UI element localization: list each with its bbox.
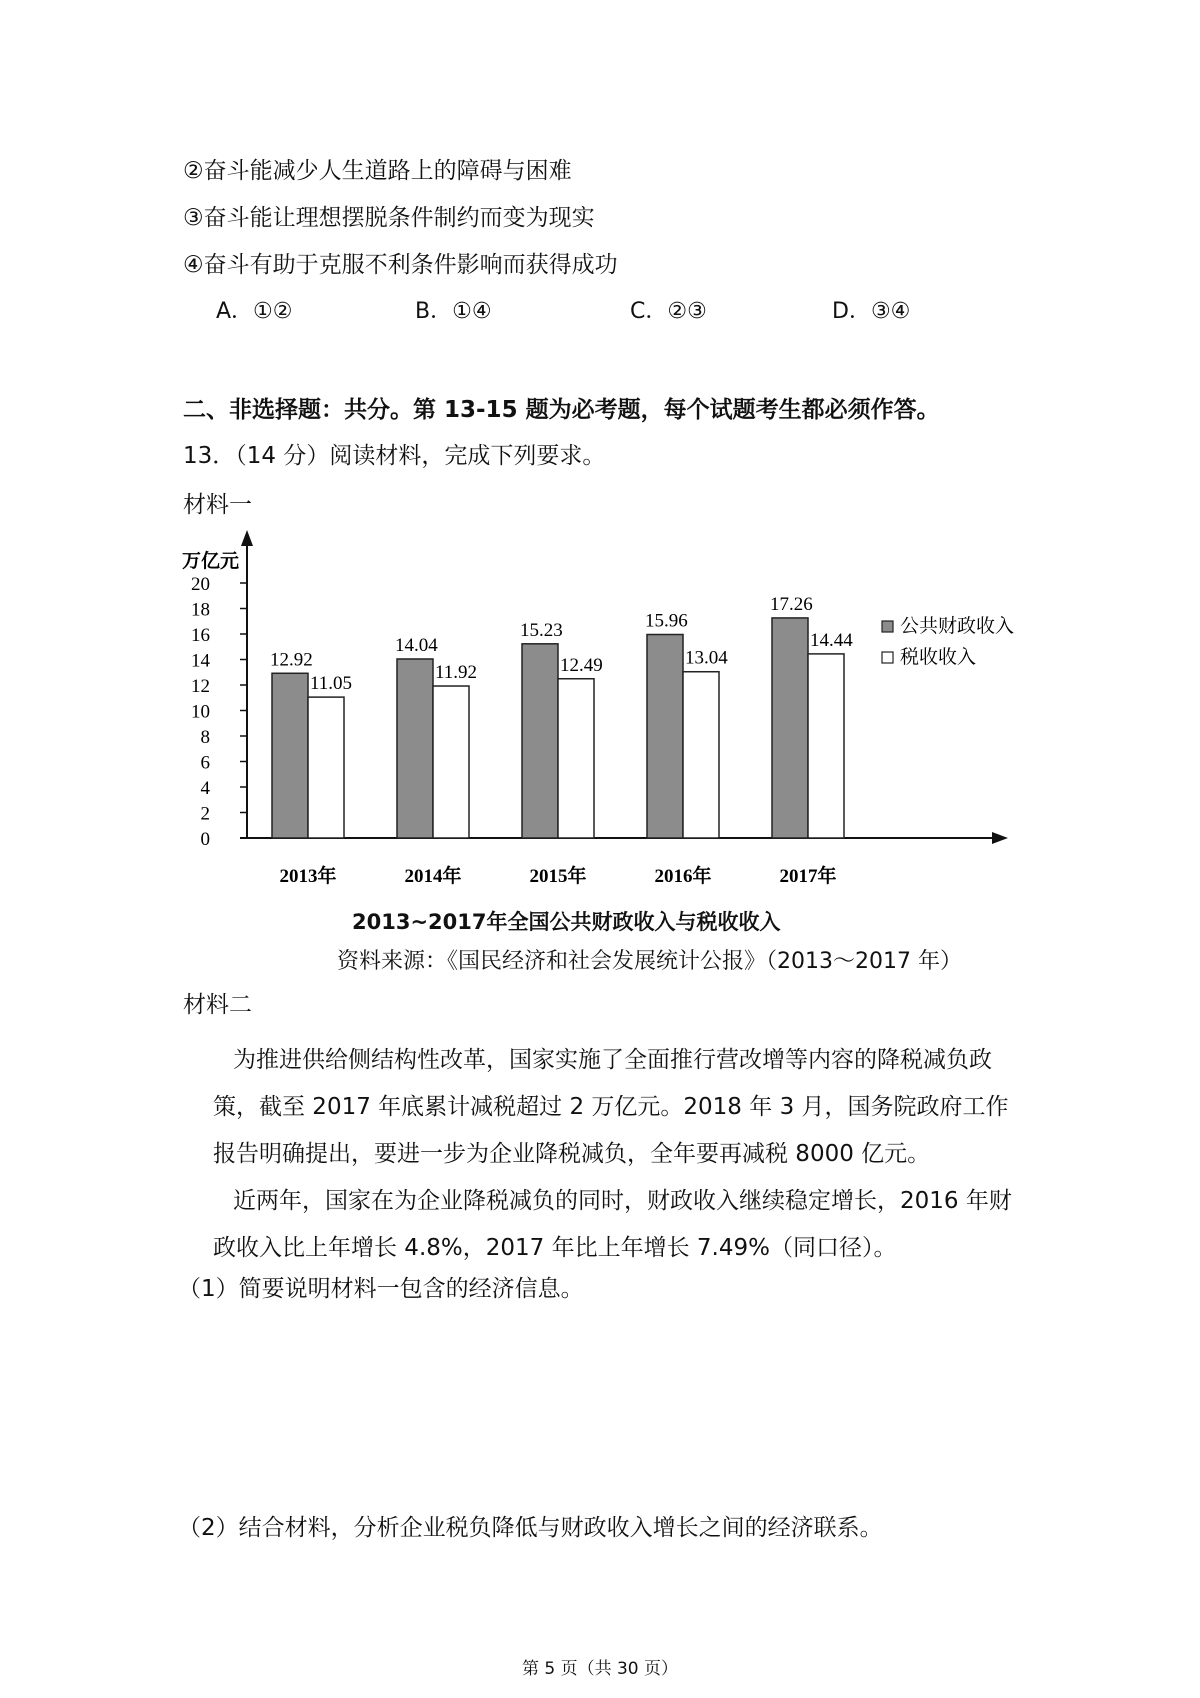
- bar-chart: [170, 520, 1050, 890]
- x-tick-label: 2016年: [654, 866, 712, 887]
- paragraph-2: 近两年，国家在为企业降税减负的同时，财政收入继续稳定增长，2016 年财政收入比上年增长 4.8%，2017 年比上年增长 7.49%（同口径）。: [213, 1188, 1012, 1261]
- sub-question-1: （1）简要说明材料一包含的经济信息。: [178, 1276, 584, 1302]
- statement-3: ③奋斗能让理想摆脱条件制约而变为现实: [183, 205, 595, 231]
- legend-label: 税收收入: [900, 647, 977, 668]
- bar: [308, 697, 344, 838]
- bar: [522, 644, 558, 838]
- x-tick-label: 2013年: [279, 866, 337, 887]
- material-2-label: 材料二: [183, 992, 252, 1018]
- bar: [647, 635, 683, 838]
- x-tick-label: 2017年: [779, 866, 837, 887]
- question-13: 13．（14 分）阅读材料，完成下列要求。: [183, 443, 606, 469]
- choice-c: C．②③: [630, 299, 707, 324]
- bar-value-label: 11.05: [310, 673, 353, 695]
- y-tick-label: 0: [200, 829, 210, 850]
- x-axis-arrow: [992, 832, 1008, 844]
- x-tick-label: 2014年: [404, 866, 462, 887]
- y-tick-label: 2: [200, 803, 210, 825]
- y-tick-label: 18: [191, 599, 210, 621]
- bar: [808, 654, 844, 838]
- legend-swatch: [882, 621, 893, 632]
- bar: [272, 673, 308, 838]
- bar: [683, 672, 719, 838]
- legend-label: 公共财政收入: [900, 616, 1015, 637]
- bar: [772, 618, 808, 838]
- chart-title: 2013~2017年全国公共财政收入与税收收入: [352, 910, 781, 934]
- y-tick-label: 8: [200, 727, 210, 748]
- bar-value-label: 15.96: [645, 610, 688, 632]
- bar-value-label: 12.92: [270, 649, 313, 671]
- source-line: 资料来源：《国民经济和社会发展统计公报》（2013～2017 年）: [337, 949, 962, 974]
- bar-value-label: 14.44: [810, 629, 853, 651]
- x-tick-label: 2015年: [529, 866, 587, 887]
- bar-value-label: 17.26: [770, 593, 813, 615]
- material-1-label: 材料一: [183, 492, 252, 518]
- statement-2: ②奋斗能减少人生道路上的障碍与困难: [183, 158, 572, 184]
- bar-value-label: 11.92: [435, 662, 478, 684]
- page-footer: 第 5 页（共 30 页）: [521, 1659, 679, 1679]
- paragraph-1: 为推进供给侧结构性改革，国家实施了全面推行营改增等内容的降税减负政策，截至 2017 年底累计减税超过 2 万亿元。2018 年 3 月，国务院政府工作报告明确提出，要进一步为企业降税减负，全年要再减税 8000 亿元。: [213, 1047, 1009, 1167]
- choice-a: A．①②: [216, 299, 293, 324]
- bar-value-label: 13.04: [685, 647, 728, 669]
- sub-question-2: （2）结合材料，分析企业税负降低与财政收入增长之间的经济联系。: [178, 1515, 883, 1541]
- y-tick-label: 4: [200, 778, 210, 799]
- bar-value-label: 12.49: [560, 654, 603, 676]
- y-tick-label: 20: [191, 574, 210, 595]
- bar: [558, 679, 594, 838]
- y-tick-label: 12: [191, 676, 210, 697]
- y-axis-label: 万亿元: [182, 551, 240, 572]
- bar: [397, 659, 433, 838]
- legend-swatch: [882, 652, 893, 663]
- y-tick-label: 6: [200, 752, 210, 774]
- y-tick-label: 16: [191, 625, 210, 646]
- bar: [433, 686, 469, 838]
- choice-d: D．③④: [832, 299, 911, 324]
- choice-b: B．①④: [415, 299, 492, 324]
- bar-value-label: 14.04: [395, 634, 438, 656]
- statement-4: ④奋斗有助于克服不利条件影响而获得成功: [183, 252, 618, 278]
- y-tick-label: 10: [191, 701, 210, 723]
- y-tick-label: 14: [191, 650, 210, 672]
- section-heading: 二、非选择题：共分。第 13-15 题为必考题，每个试题考生都必须作答。: [183, 397, 940, 423]
- bar-value-label: 15.23: [520, 619, 563, 641]
- y-axis-arrow: [241, 530, 253, 546]
